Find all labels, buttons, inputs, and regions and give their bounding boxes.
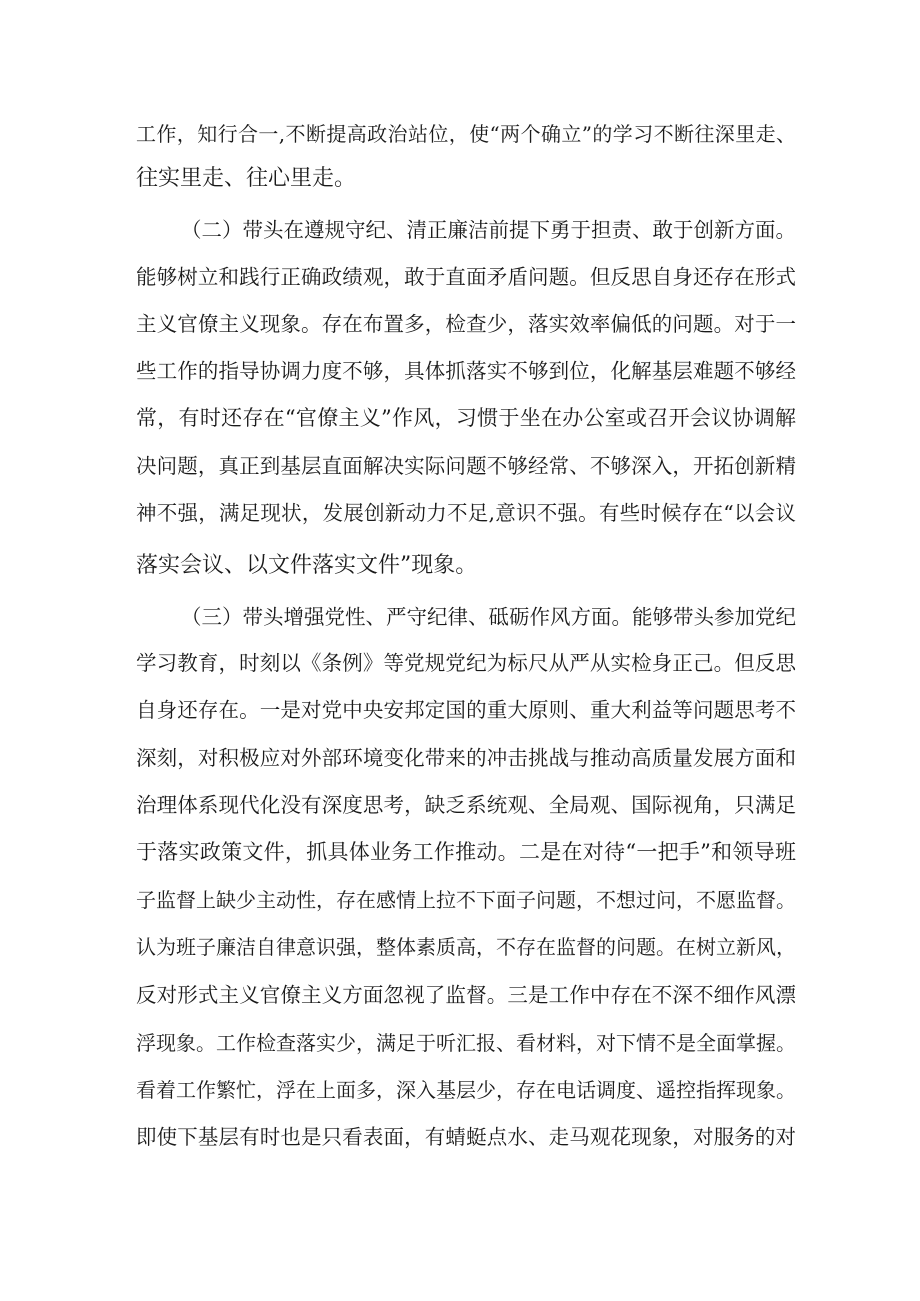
text-line-1: 工作，知行合一,不断提高政治站位，使“两个确立”的学习不断往深里走、	[136, 122, 796, 146]
text-line-13: 自身还存在。一是对党中央安邦定国的重大原则、重大利益等问题思考不	[136, 698, 796, 722]
text-line-7: 常，有时还存在“官僚主义”作风，习惯于坐在办公室或召开会议协调解	[136, 406, 796, 430]
text-line-15: 治理体系现代化没有深度思考，缺乏系统观、全局观、国际视角，只满足	[136, 793, 796, 817]
text-line-12: 学习教育，时刻以《条例》等党规党纪为标尺从严从实检身正己。但反思	[136, 651, 796, 675]
text-line-5: 主义官僚主义现象。存在布置多，检查少，落实效率偏低的问题。对于一	[136, 312, 796, 336]
text-line-18: 认为班子廉洁自律意识强，整体素质高，不存在监督的问题。在树立新风，	[136, 935, 796, 959]
section-2-heading-line: （二）带头在遵规守纪、清正廉洁前提下勇于担责、敢于创新方面。	[181, 218, 796, 242]
section-3-heading-line: （三）带头增强党性、严守纪律、砥砺作风方面。能够带头参加党纪	[181, 605, 796, 629]
text-line-8: 决问题，真正到基层直面解决实际问题不够经常、不够深入，开拓创新精	[136, 454, 796, 478]
text-line-16: 于落实政策文件，抓具体业务工作推动。二是在对待“一把手”和领导班	[136, 840, 796, 864]
text-line-9: 神不强，满足现状，发展创新动力不足,意识不强。有些时候存在“以会议	[136, 501, 796, 525]
text-line-6: 些工作的指导协调力度不够，具体抓落实不够到位，化解基层难题不够经	[136, 359, 796, 383]
text-line-20: 浮现象。工作检查落实少，满足于听汇报、看材料，对下情不是全面掌握。	[136, 1031, 796, 1055]
text-line-2: 往实里走、往心里走。	[136, 166, 357, 191]
text-line-21: 看着工作繁忙，浮在上面多，深入基层少，存在电话调度、遥控指挥现象。	[136, 1078, 796, 1102]
text-line-14: 深刻，对积极应对外部环境变化带来的冲击挑战与推动高质量发展方面和	[136, 746, 796, 770]
text-line-17: 子监督上缺少主动性，存在感情上拉不下面子问题，不想过问，不愿监督。	[136, 888, 796, 912]
text-line-10: 落实会议、以文件落实文件”现象。	[136, 553, 478, 578]
text-line-22: 即使下基层有时也是只看表面，有蜻蜓点水、走马观花现象，对服务的对	[136, 1125, 796, 1149]
text-line-4: 能够树立和践行正确政绩观，敢于直面矛盾问题。但反思自身还存在形式	[136, 265, 796, 289]
text-line-19: 反对形式主义官僚主义方面忽视了监督。三是工作中存在不深不细作风漂	[136, 983, 796, 1007]
